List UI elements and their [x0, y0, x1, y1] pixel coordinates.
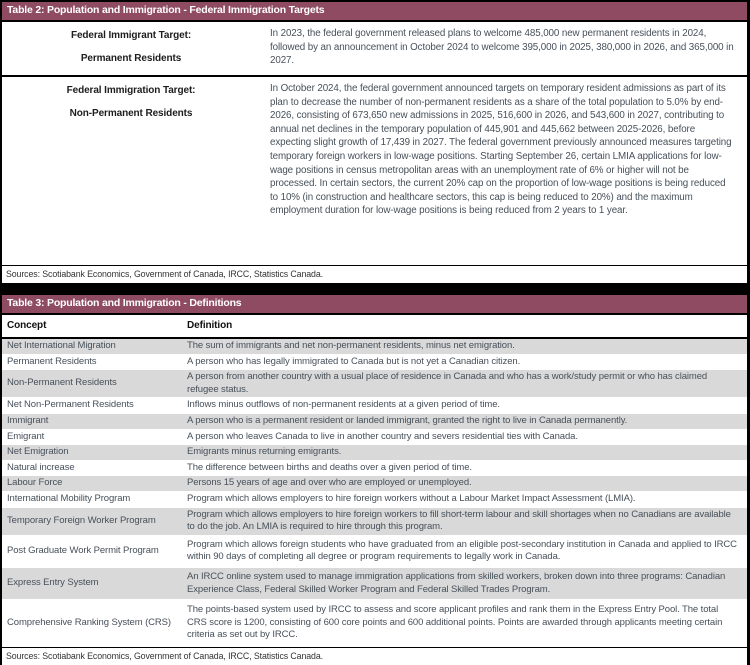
concept-cell: Express Entry System: [7, 577, 99, 589]
table3-sources: Sources: Scotiabank Economics, Government of Canada, IRCC, Statistics Canada.: [2, 647, 747, 665]
definition-cell: Program which allows foreign students who have graduated from an eligible post-secondary institution in Canada and applied to IRCC within 90 days of completing all degree or program requirements to legally work in Canada.: [187, 538, 737, 563]
concept-cell: Net Non-Permanent Residents: [7, 399, 134, 411]
table-row: [2, 430, 747, 446]
table-row: [2, 355, 747, 371]
concept-cell: Permanent Residents: [7, 355, 97, 367]
definition-cell: The sum of immigrants and net non-permanent residents, minus net emigration.: [187, 340, 515, 351]
definition-cell: Persons 15 years of age and over who are employed or unemployed.: [187, 477, 472, 489]
table2-title-bar: [2, 2, 747, 22]
table2-row-permanent-residents: [2, 22, 747, 77]
definition-cell: The points-based system used by IRCC to assess and score applicant profiles and rank them in the Express Entry Pool. The total CRS score is 1200, consisting of 600 core points and 600 additional points. Points are awarded through applicants meeting certain criteria as set out by IRCC.: [187, 604, 723, 641]
table2-row-text-non-permanent: In October 2024, the federal government announced targets on temporary resident admissions as part of its plan to decrease the number of non-permanent residents as a share of the total population to 5.0% by end-2026, consisting of 673,650 new admissions in 2025, 516,600 in 2026, and 543,600 in 2027, contributing to annual net declines in the temporary population of 445,901 and 445,662 between 2025-2026, before expecting slight growth of 17,439 in 2027. The federal government previously announced measures targeting temporary foreign workers in low-wage positions. Starting September 26, certain LMIA applications for low-wage positions in census metropolitan areas with an unemployment rate of 6% or higher will not be processed. In certain sectors, the current 20% cap on the proportion of low-wage positions is being reduced to 10% (in construction and healthcare sectors, this cap is being reduced to 20%) and the maximum employment duration for low-wage positions is being reduced from 2 years to 1 year.: [270, 83, 732, 217]
table2-federal-immigration-targets: [2, 2, 747, 283]
table-row: [2, 461, 747, 477]
concept-cell: Net International Migration: [7, 340, 116, 351]
table2-row-label-permanent: [2, 22, 260, 75]
table3-title: Table 3: Population and Immigration - Definitions: [7, 297, 242, 309]
table-row: [2, 492, 747, 508]
table-row: [2, 568, 747, 600]
table3-rows: [2, 339, 747, 647]
concept-cell: International Mobility Program: [7, 492, 131, 504]
table-row: [2, 600, 747, 647]
definition-cell: An IRCC online system used to manage immigration applications from skilled workers, broken down into three programs: Canadian Experience Class, Federal Skilled Worker Program and Federal Skilled Trades Program.: [187, 570, 726, 595]
table2-row-non-permanent-residents: [2, 77, 747, 266]
table3-column-headers: [2, 315, 747, 339]
column-header-concept: Concept: [7, 320, 47, 331]
table-row: [2, 445, 747, 461]
label-line1: Federal Immigration Target:: [66, 85, 196, 96]
definition-cell: A person who has legally immigrated to Canada but is not yet a Canadian citizen.: [187, 355, 521, 367]
table-row: [2, 370, 747, 398]
definition-cell: A person from another country with a usual place of residence in Canada and who has a work/study permit or who has claimed refugee status.: [187, 371, 708, 395]
table3-definitions: [2, 295, 747, 665]
table-row: [2, 339, 747, 355]
table2-sources: Sources: Scotiabank Economics, Government of Canada, IRCC, Statistics Canada.: [6, 269, 323, 279]
concept-cell: Labour Force: [7, 477, 63, 489]
table2-title: Table 2: Population and Immigration - Federal Immigration Targets: [7, 4, 325, 16]
definition-cell: A person who is a permanent resident or landed immigrant, granted the right to live in Canada permanently.: [187, 414, 628, 426]
concept-cell: Natural increase: [7, 461, 75, 473]
label-line1: Federal Immigrant Target:: [70, 30, 192, 41]
table-row: [2, 536, 747, 568]
definition-cell: The difference between births and deaths over a given period of time.: [187, 461, 472, 473]
concept-cell: Post Graduate Work Permit Program: [7, 545, 159, 557]
table2-row-text-permanent: In 2023, the federal government released plans to welcome 485,000 new permanent residents in 2024, followed by an announcement in October 2024 to welcome 395,000 in 2025, 380,000 in 2026, and 365,000 in 2027.: [270, 28, 734, 67]
concept-cell: Immigrant: [7, 414, 49, 426]
concept-cell: Temporary Foreign Worker Program: [7, 514, 156, 526]
definition-cell: Program which allows employers to hire foreign workers to fill short-term labour and skill shortages when no Canadians are available to do the job. An LMIA is required to hire through this program.: [187, 508, 731, 533]
column-header-definition: Definition: [187, 320, 233, 331]
table-row: [2, 398, 747, 414]
definition-cell: Program which allows employers to hire foreign workers without a Labour Market Impact Assessment (LMIA).: [187, 492, 636, 504]
concept-cell: Net Emigration: [7, 446, 69, 458]
definition-cell: Emigrants minus returning emigrants.: [187, 446, 342, 458]
label-line2: Permanent Residents: [80, 53, 182, 64]
concept-cell: Emigrant: [7, 430, 45, 442]
definition-cell: A person who leaves Canada to live in another country and severs residential ties with Canada.: [187, 430, 578, 442]
definition-cell: Inflows minus outflows of non-permanent residents at a given period of time.: [187, 399, 500, 411]
table2-row-label-non-permanent: [2, 77, 260, 265]
table3-title-bar: [2, 295, 747, 315]
concept-cell: Non-Permanent Residents: [7, 377, 117, 389]
table-row: [2, 508, 747, 536]
table-row: [2, 414, 747, 430]
table-row: [2, 476, 747, 492]
concept-cell: Comprehensive Ranking System (CRS): [7, 616, 171, 628]
label-line2: Non-Permanent Residents: [69, 108, 193, 119]
